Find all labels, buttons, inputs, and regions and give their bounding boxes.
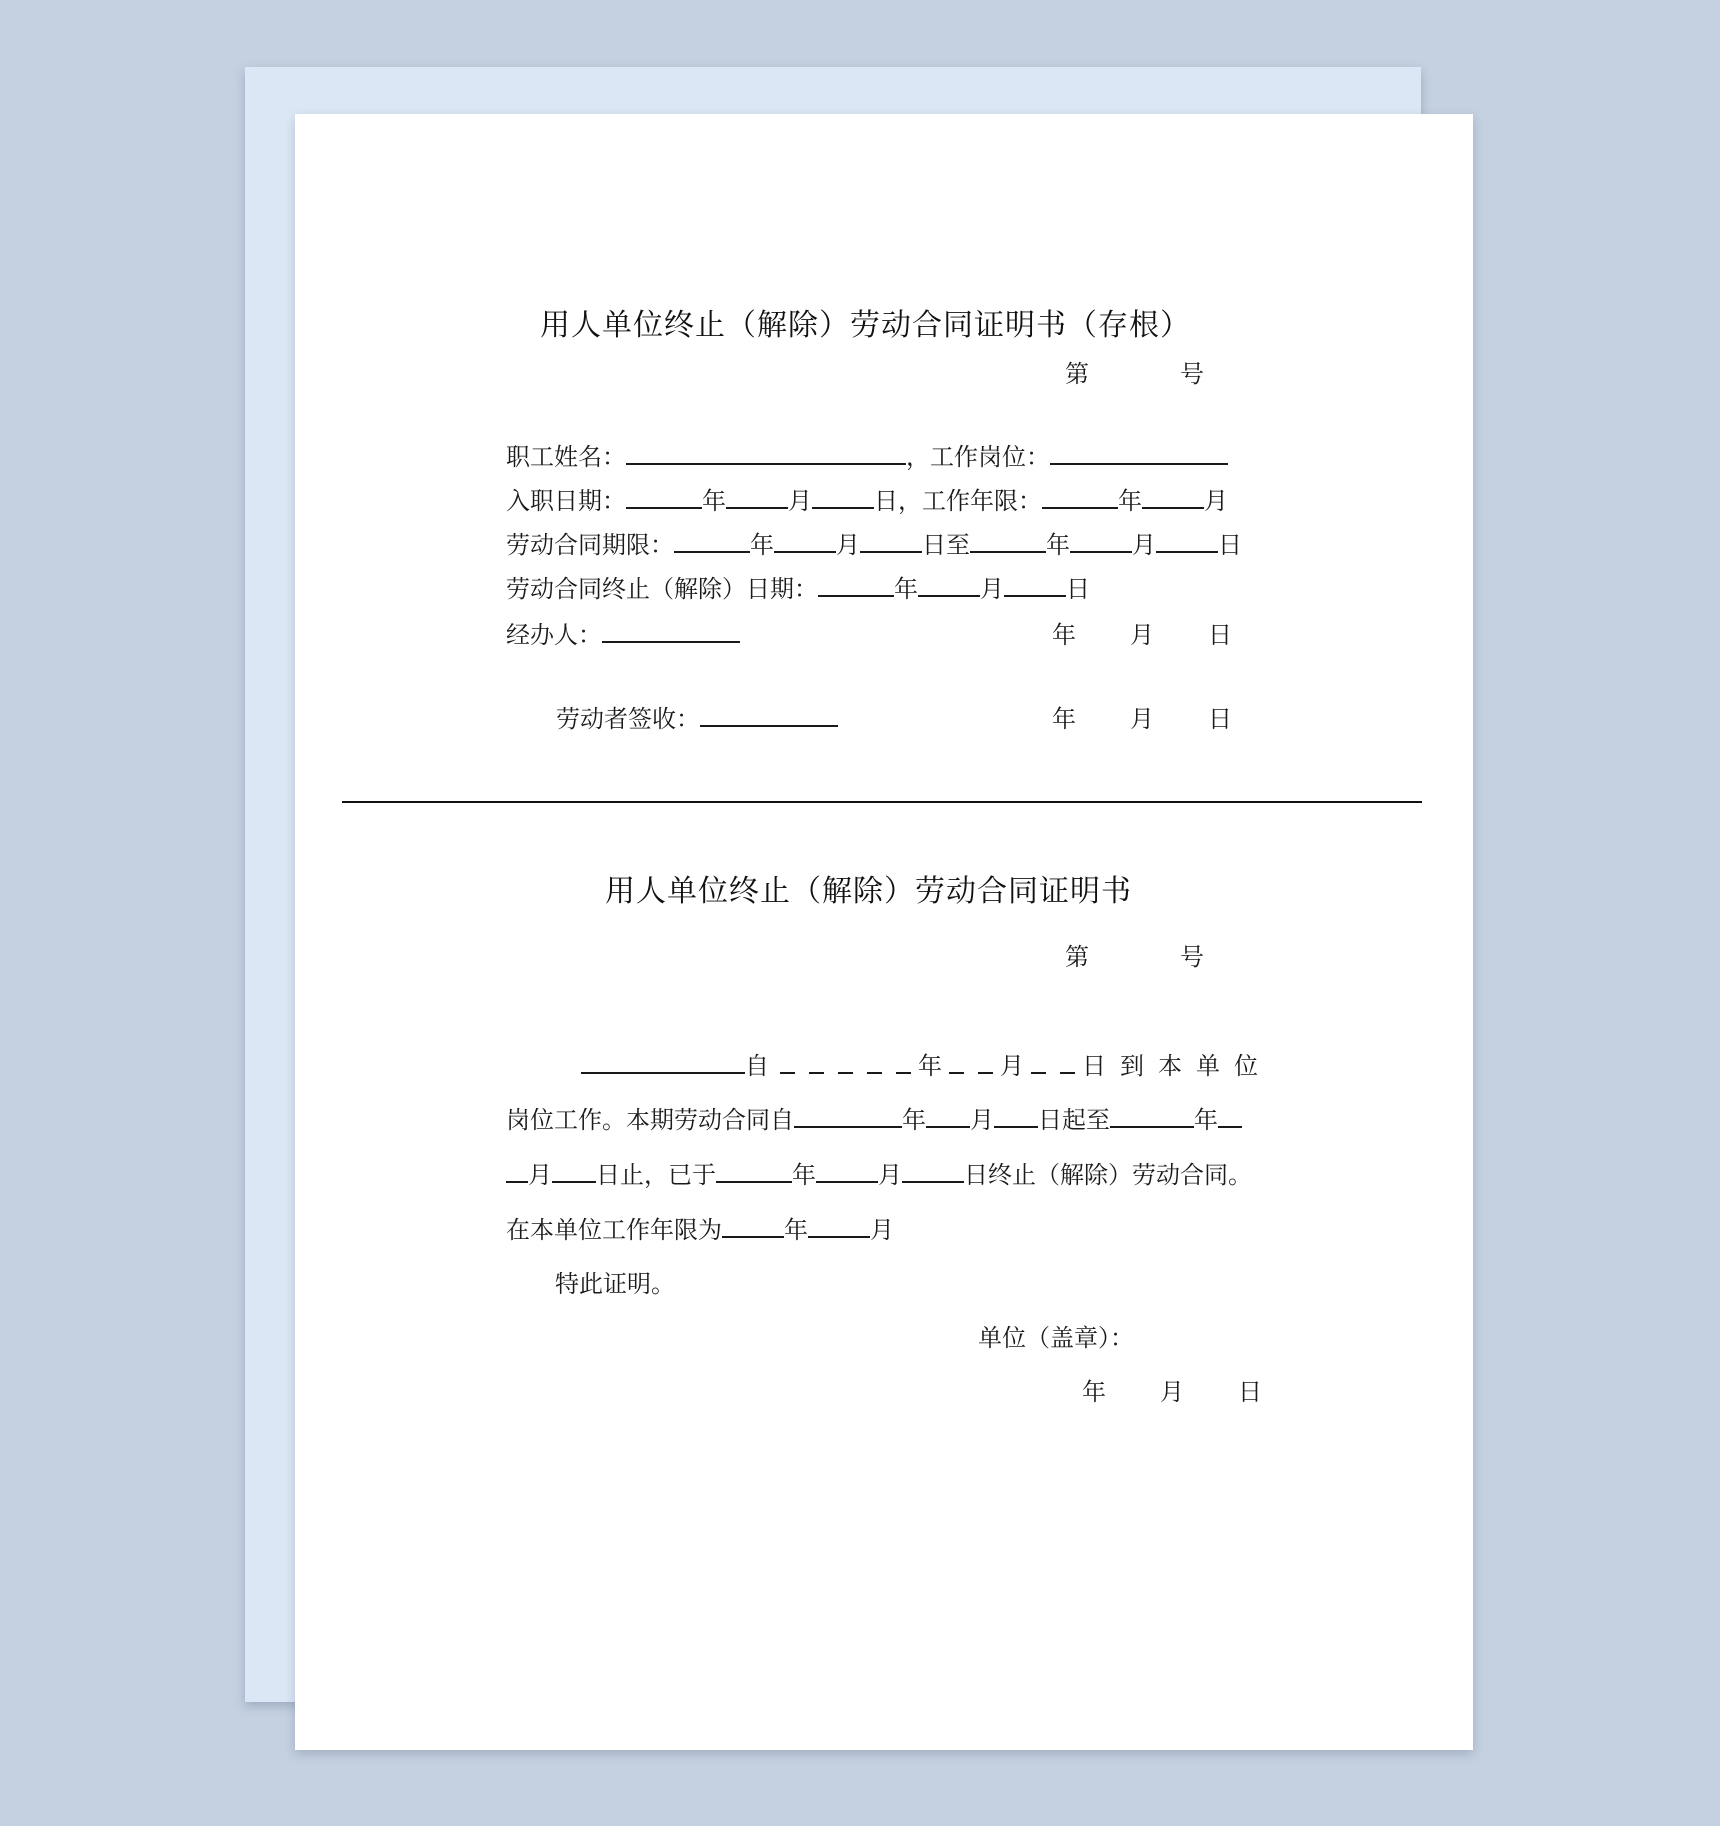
contract-start-month-field[interactable]	[926, 1104, 970, 1128]
entry-month-field[interactable]	[726, 485, 788, 509]
month-label: 月	[528, 1161, 552, 1189]
entry-day-field[interactable]	[812, 485, 874, 509]
term-start-day-field[interactable]	[860, 529, 922, 553]
month-label: 月	[1130, 705, 1154, 733]
employee-name-field[interactable]	[626, 441, 906, 465]
from-year-blank[interactable]	[838, 1050, 853, 1074]
contract-end-month-field-a[interactable]	[1218, 1104, 1242, 1128]
cert-line-4	[506, 1213, 894, 1247]
contract-end-month-field-b[interactable]	[506, 1159, 528, 1183]
year-label: 年	[784, 1216, 808, 1244]
terminated-label: 日终止（解除）劳动合同。	[964, 1161, 1252, 1189]
handler-field[interactable]	[602, 619, 740, 643]
hereby-certify: 特此证明。	[555, 1270, 675, 1298]
cut-line-divider	[342, 801, 1422, 803]
month-label: 月	[1130, 621, 1154, 649]
from-year-blank[interactable]	[896, 1050, 911, 1074]
month-label: 月	[1000, 1052, 1024, 1080]
employee-name-label: 职工姓名：	[506, 443, 626, 471]
stub-row-handler	[506, 618, 740, 652]
contract-term-label: 劳动合同期限：	[506, 531, 674, 559]
worker-sign-field[interactable]	[700, 703, 838, 727]
stub-number-prefix: 第	[1065, 360, 1089, 388]
termination-date-label: 劳动合同终止（解除）日期：	[506, 575, 818, 603]
cert-number-suffix: 号	[1180, 943, 1204, 971]
month-label: 月	[1132, 531, 1156, 559]
terminated-day-field[interactable]	[902, 1159, 964, 1183]
stub-row-worker-sign	[556, 702, 838, 736]
day-label: 日	[1066, 575, 1090, 603]
worker-sign-label: 劳动者签收：	[556, 705, 700, 733]
year-label: 年	[902, 1106, 926, 1134]
month-label: 月	[1160, 1378, 1184, 1406]
month-label: 月	[788, 487, 812, 515]
entry-date-label: 入职日期：	[506, 487, 626, 515]
year-label: 年	[750, 531, 774, 559]
term-end-month-field[interactable]	[1070, 529, 1132, 553]
cert-line-1	[581, 1049, 1272, 1083]
from-day-blank[interactable]	[1060, 1050, 1075, 1074]
day-label: 日	[1238, 1378, 1262, 1406]
contract-end-day-field[interactable]	[552, 1159, 596, 1183]
contract-start-day-field[interactable]	[994, 1104, 1038, 1128]
stub-row-contract-term	[506, 528, 1242, 562]
year-label: 年	[1052, 705, 1076, 733]
from-year-blank[interactable]	[780, 1050, 795, 1074]
year-label: 年	[1194, 1106, 1218, 1134]
worker-sign-date	[1052, 702, 1232, 736]
handler-date	[1052, 618, 1232, 652]
since-to-label: 日起至	[1038, 1106, 1110, 1134]
term-end-year-field[interactable]	[970, 529, 1046, 553]
from-day-blank[interactable]	[1031, 1050, 1046, 1074]
month-label: 月	[836, 531, 860, 559]
day-label: 日	[1208, 705, 1232, 733]
stub-row-entry	[506, 484, 1228, 518]
entry-year-field[interactable]	[626, 485, 702, 509]
work-years-label: 日，工作年限：	[874, 487, 1042, 515]
termination-day-field[interactable]	[1004, 573, 1066, 597]
position-label: ，工作岗位：	[906, 443, 1050, 471]
year-label: 年	[792, 1161, 816, 1189]
year-label: 年	[1118, 487, 1142, 515]
terminated-month-field[interactable]	[816, 1159, 878, 1183]
year-label: 年	[1046, 531, 1070, 559]
handler-label: 经办人：	[506, 621, 602, 649]
termination-month-field[interactable]	[918, 573, 980, 597]
cert-work-months-field[interactable]	[808, 1214, 870, 1238]
year-label: 年	[918, 1052, 942, 1080]
from-month-blank[interactable]	[949, 1050, 964, 1074]
stub-number-suffix: 号	[1180, 360, 1204, 388]
to-label: 日至	[922, 531, 970, 559]
cert-number-prefix: 第	[1065, 943, 1089, 971]
stub-row-termination	[506, 572, 1090, 606]
year-label: 年	[1052, 621, 1076, 649]
work-months-field[interactable]	[1142, 485, 1204, 509]
contract-end-year-field[interactable]	[1110, 1104, 1194, 1128]
work-years-label: 在本单位工作年限为	[506, 1216, 722, 1244]
cert-line-3	[506, 1158, 1252, 1192]
to-unit-label: 日到本单位	[1082, 1052, 1272, 1080]
day-label: 日	[1208, 621, 1232, 649]
stub-title: 用人单位终止（解除）劳动合同证明书（存根）	[540, 308, 1191, 343]
from-year-blank[interactable]	[809, 1050, 824, 1074]
month-label: 月	[1204, 487, 1228, 515]
month-label: 月	[980, 575, 1004, 603]
stub-row-employee	[506, 440, 1228, 474]
month-label: 月	[878, 1161, 902, 1189]
year-label: 年	[1082, 1378, 1106, 1406]
month-label: 月	[970, 1106, 994, 1134]
term-start-month-field[interactable]	[774, 529, 836, 553]
cert-date	[1082, 1375, 1262, 1409]
term-start-year-field[interactable]	[674, 529, 750, 553]
unit-seal-label: 单位（盖章）：	[978, 1324, 1134, 1352]
cert-line-2	[506, 1103, 1242, 1137]
certificate-title: 用人单位终止（解除）劳动合同证明书	[605, 874, 1132, 909]
work-years-field[interactable]	[1042, 485, 1118, 509]
position-work-label: 岗位工作。本期劳动合同自	[506, 1106, 794, 1134]
until-label: 日止，已于	[596, 1161, 716, 1189]
year-label: 年	[894, 575, 918, 603]
cert-work-years-field[interactable]	[722, 1214, 784, 1238]
position-field[interactable]	[1050, 441, 1228, 465]
term-end-day-field[interactable]	[1156, 529, 1218, 553]
from-month-blank[interactable]	[978, 1050, 993, 1074]
day-label: 日	[1218, 531, 1242, 559]
year-label: 年	[702, 487, 726, 515]
terminated-year-field[interactable]	[716, 1159, 792, 1183]
cert-employee-name-field[interactable]	[581, 1050, 745, 1074]
front-page	[295, 114, 1473, 1750]
contract-start-year-field[interactable]	[794, 1104, 902, 1128]
termination-year-field[interactable]	[818, 573, 894, 597]
from-year-blank[interactable]	[867, 1050, 882, 1074]
from-label: 自	[745, 1052, 769, 1080]
month-label: 月	[870, 1216, 894, 1244]
